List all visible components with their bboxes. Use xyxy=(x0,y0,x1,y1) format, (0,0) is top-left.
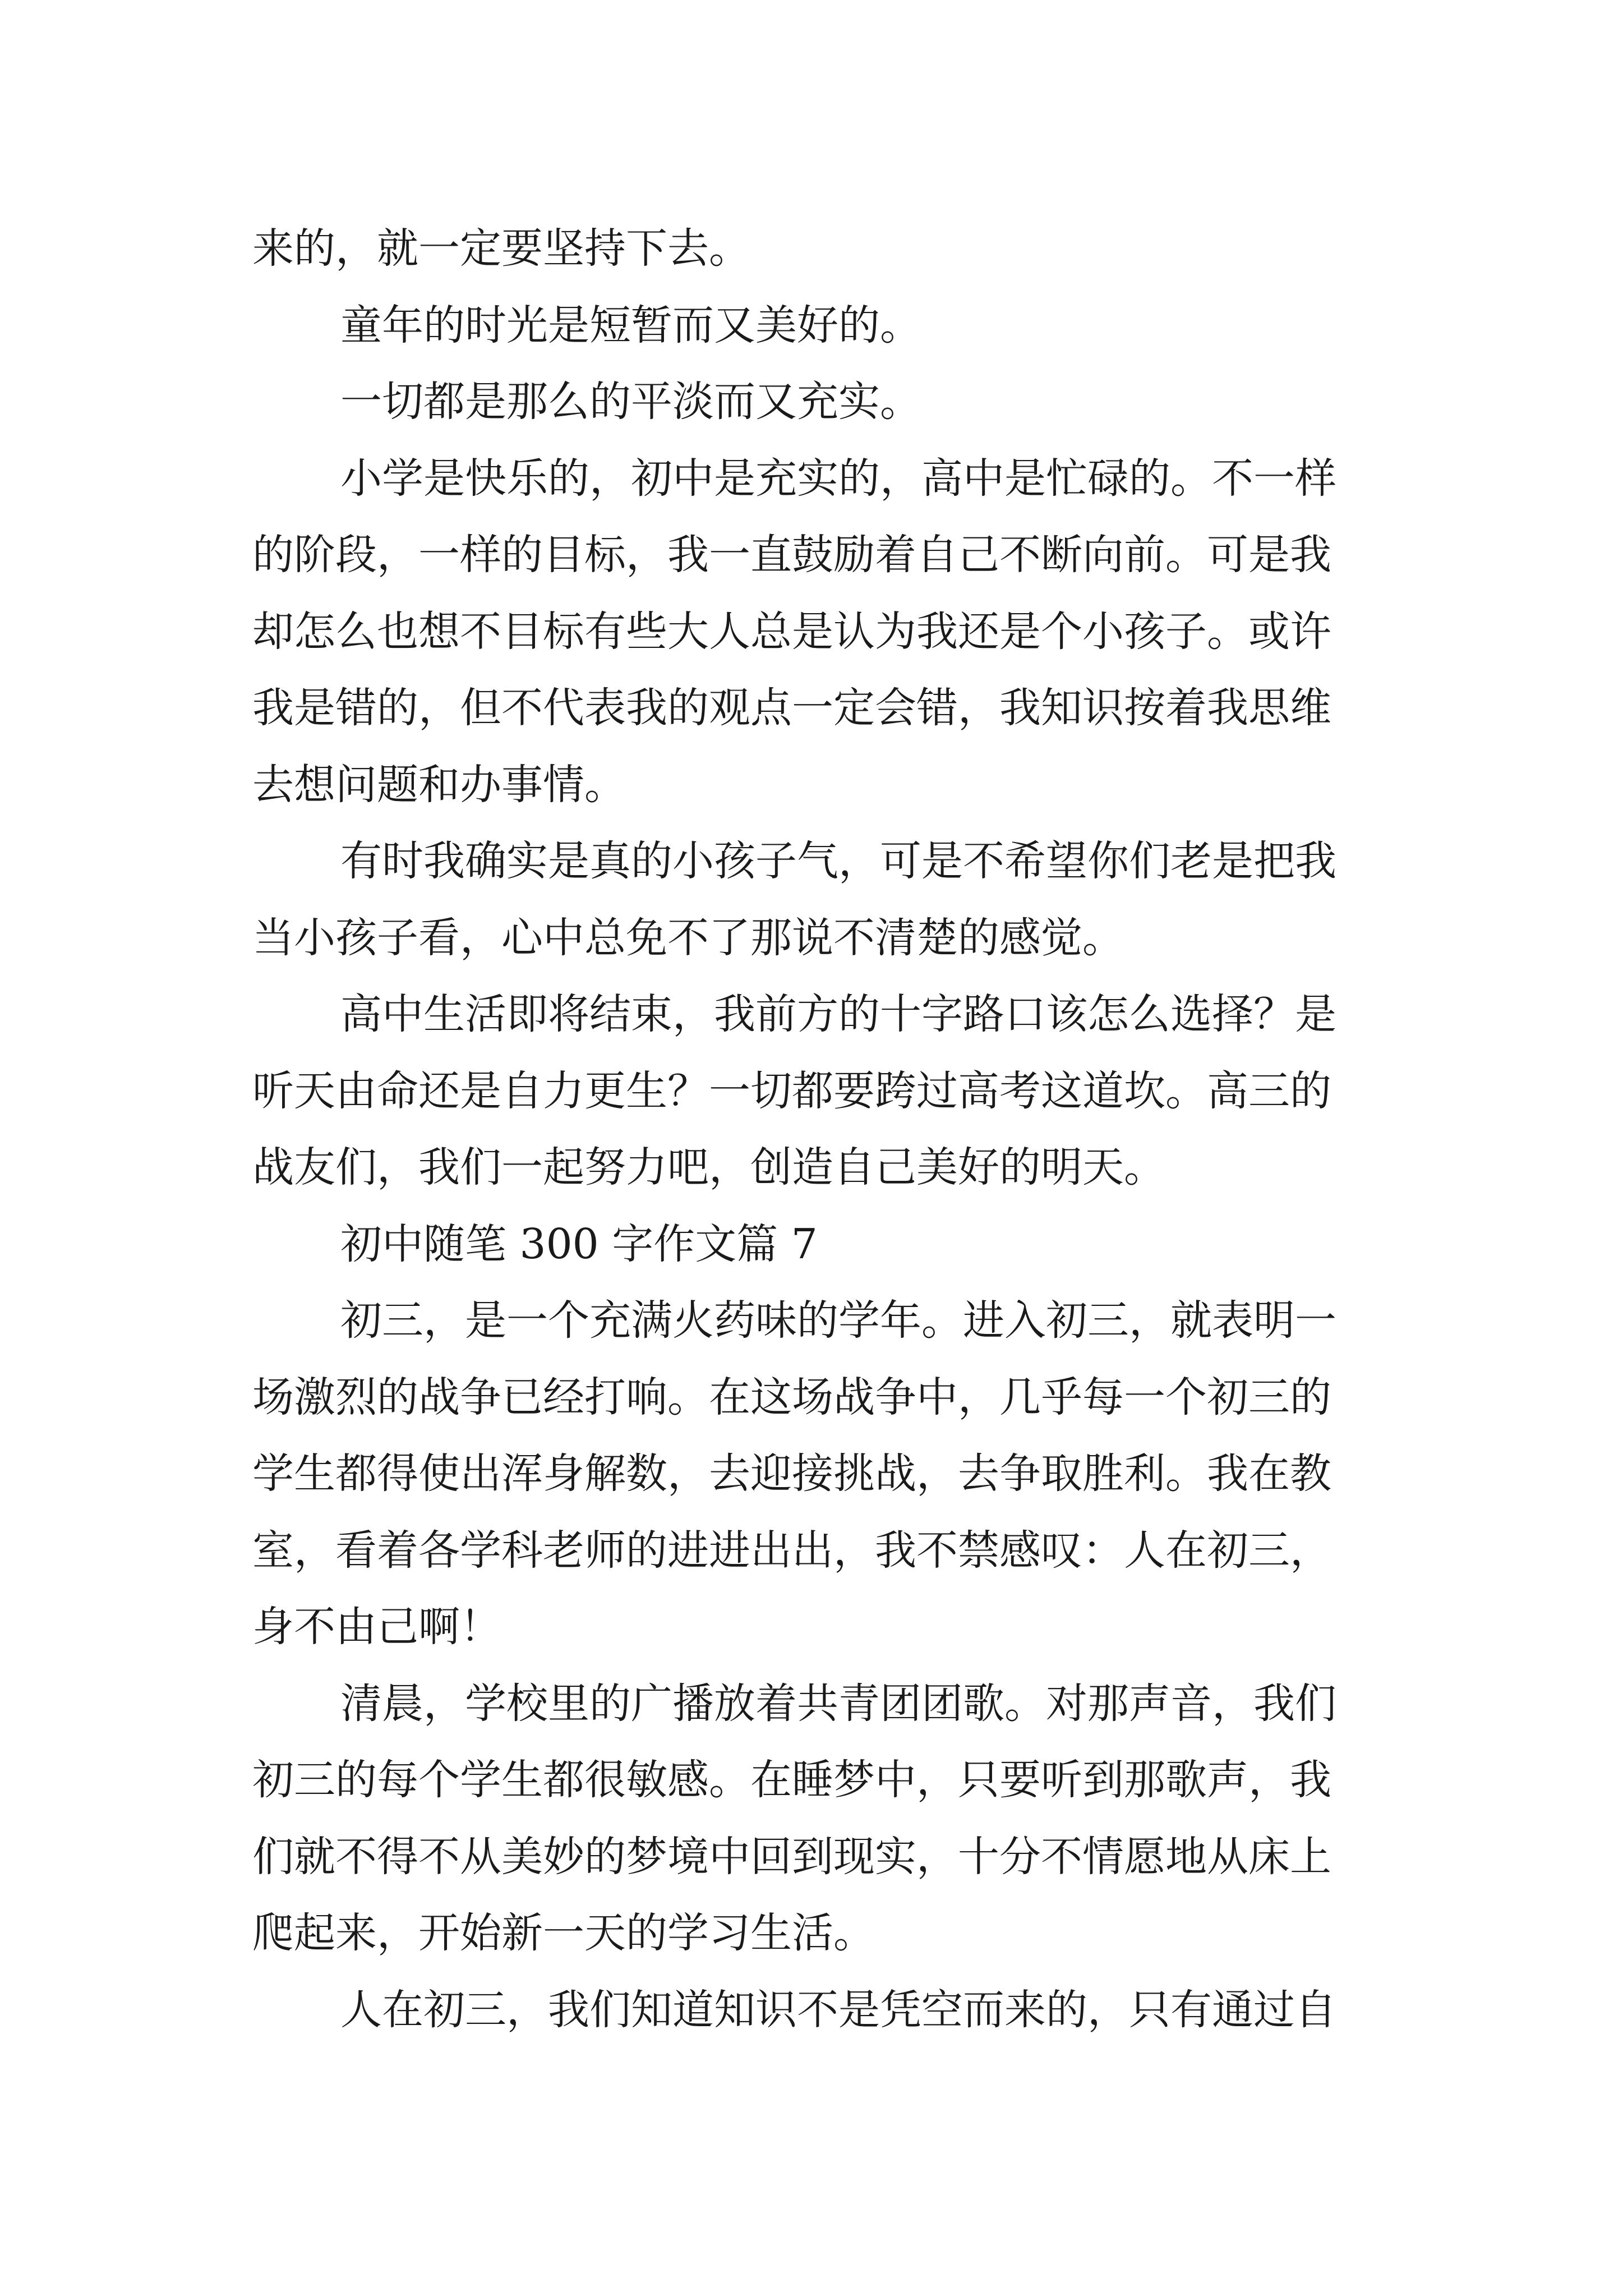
text-line: 有时我确实是真的小孩子气，可是不希望你们老是把我 xyxy=(340,837,1336,885)
text-line: 室，看着各学科老师的进进出出，我不禁感叹：人在初三， xyxy=(252,1526,1331,1575)
text-line: 初三，是一个充满火药味的学年。进入初三，就表明一 xyxy=(340,1296,1336,1345)
text-line: 人在初三，我们知道知识不是凭空而来的，只有通过自 xyxy=(340,1985,1336,2034)
text-line: 清晨，学校里的广播放着共青团团歌。对那声音，我们 xyxy=(340,1679,1336,1728)
text-line: 童年的时光是短暂而又美好的。 xyxy=(340,301,921,349)
text-line: 场激烈的战争已经打响。在这场战争中，几乎每一个初三的 xyxy=(252,1373,1331,1421)
section-heading: 初中随笔 300 字作文篇 7 xyxy=(340,1220,818,1268)
text-line: 身不由己啊！ xyxy=(252,1603,501,1651)
text-line: 听天由命还是自力更生？一切都要跨过高考这道坎。高三的 xyxy=(252,1066,1331,1115)
text-line: 高中生活即将结束，我前方的十字路口该怎么选择？是 xyxy=(340,990,1336,1038)
text-line: 爬起来，开始新一天的学习生活。 xyxy=(252,1909,875,1957)
text-line: 当小孩子看，心中总免不了那说不清楚的感觉。 xyxy=(252,913,1124,962)
document-body xyxy=(252,210,1380,2048)
text-line: 小学是快乐的，初中是充实的，高中是忙碌的。不一样 xyxy=(340,454,1336,503)
text-line: 初三的每个学生都很敏感。在睡梦中，只要听到那歌声，我 xyxy=(252,1756,1331,1804)
text-line: 学生都得使出浑身解数，去迎接挑战，去争取胜利。我在教 xyxy=(252,1450,1331,1498)
text-line: 却怎么也想不目标有些大人总是认为我还是个小孩子。或许 xyxy=(252,607,1331,656)
text-line: 的阶段，一样的目标，我一直鼓励着自己不断向前。可是我 xyxy=(252,531,1331,579)
text-line: 一切都是那么的平淡而又充实。 xyxy=(340,378,921,426)
text-line: 们就不得不从美妙的梦境中回到现实，十分不情愿地从床上 xyxy=(252,1832,1331,1881)
text-line: 去想问题和办事情。 xyxy=(252,760,626,809)
text-line: 我是错的，但不代表我的观点一定会错，我知识按着我思维 xyxy=(252,684,1331,732)
text-line: 战友们，我们一起努力吧，创造自己美好的明天。 xyxy=(252,1143,1165,1191)
text-line: 来的，就一定要坚持下去。 xyxy=(252,224,750,273)
